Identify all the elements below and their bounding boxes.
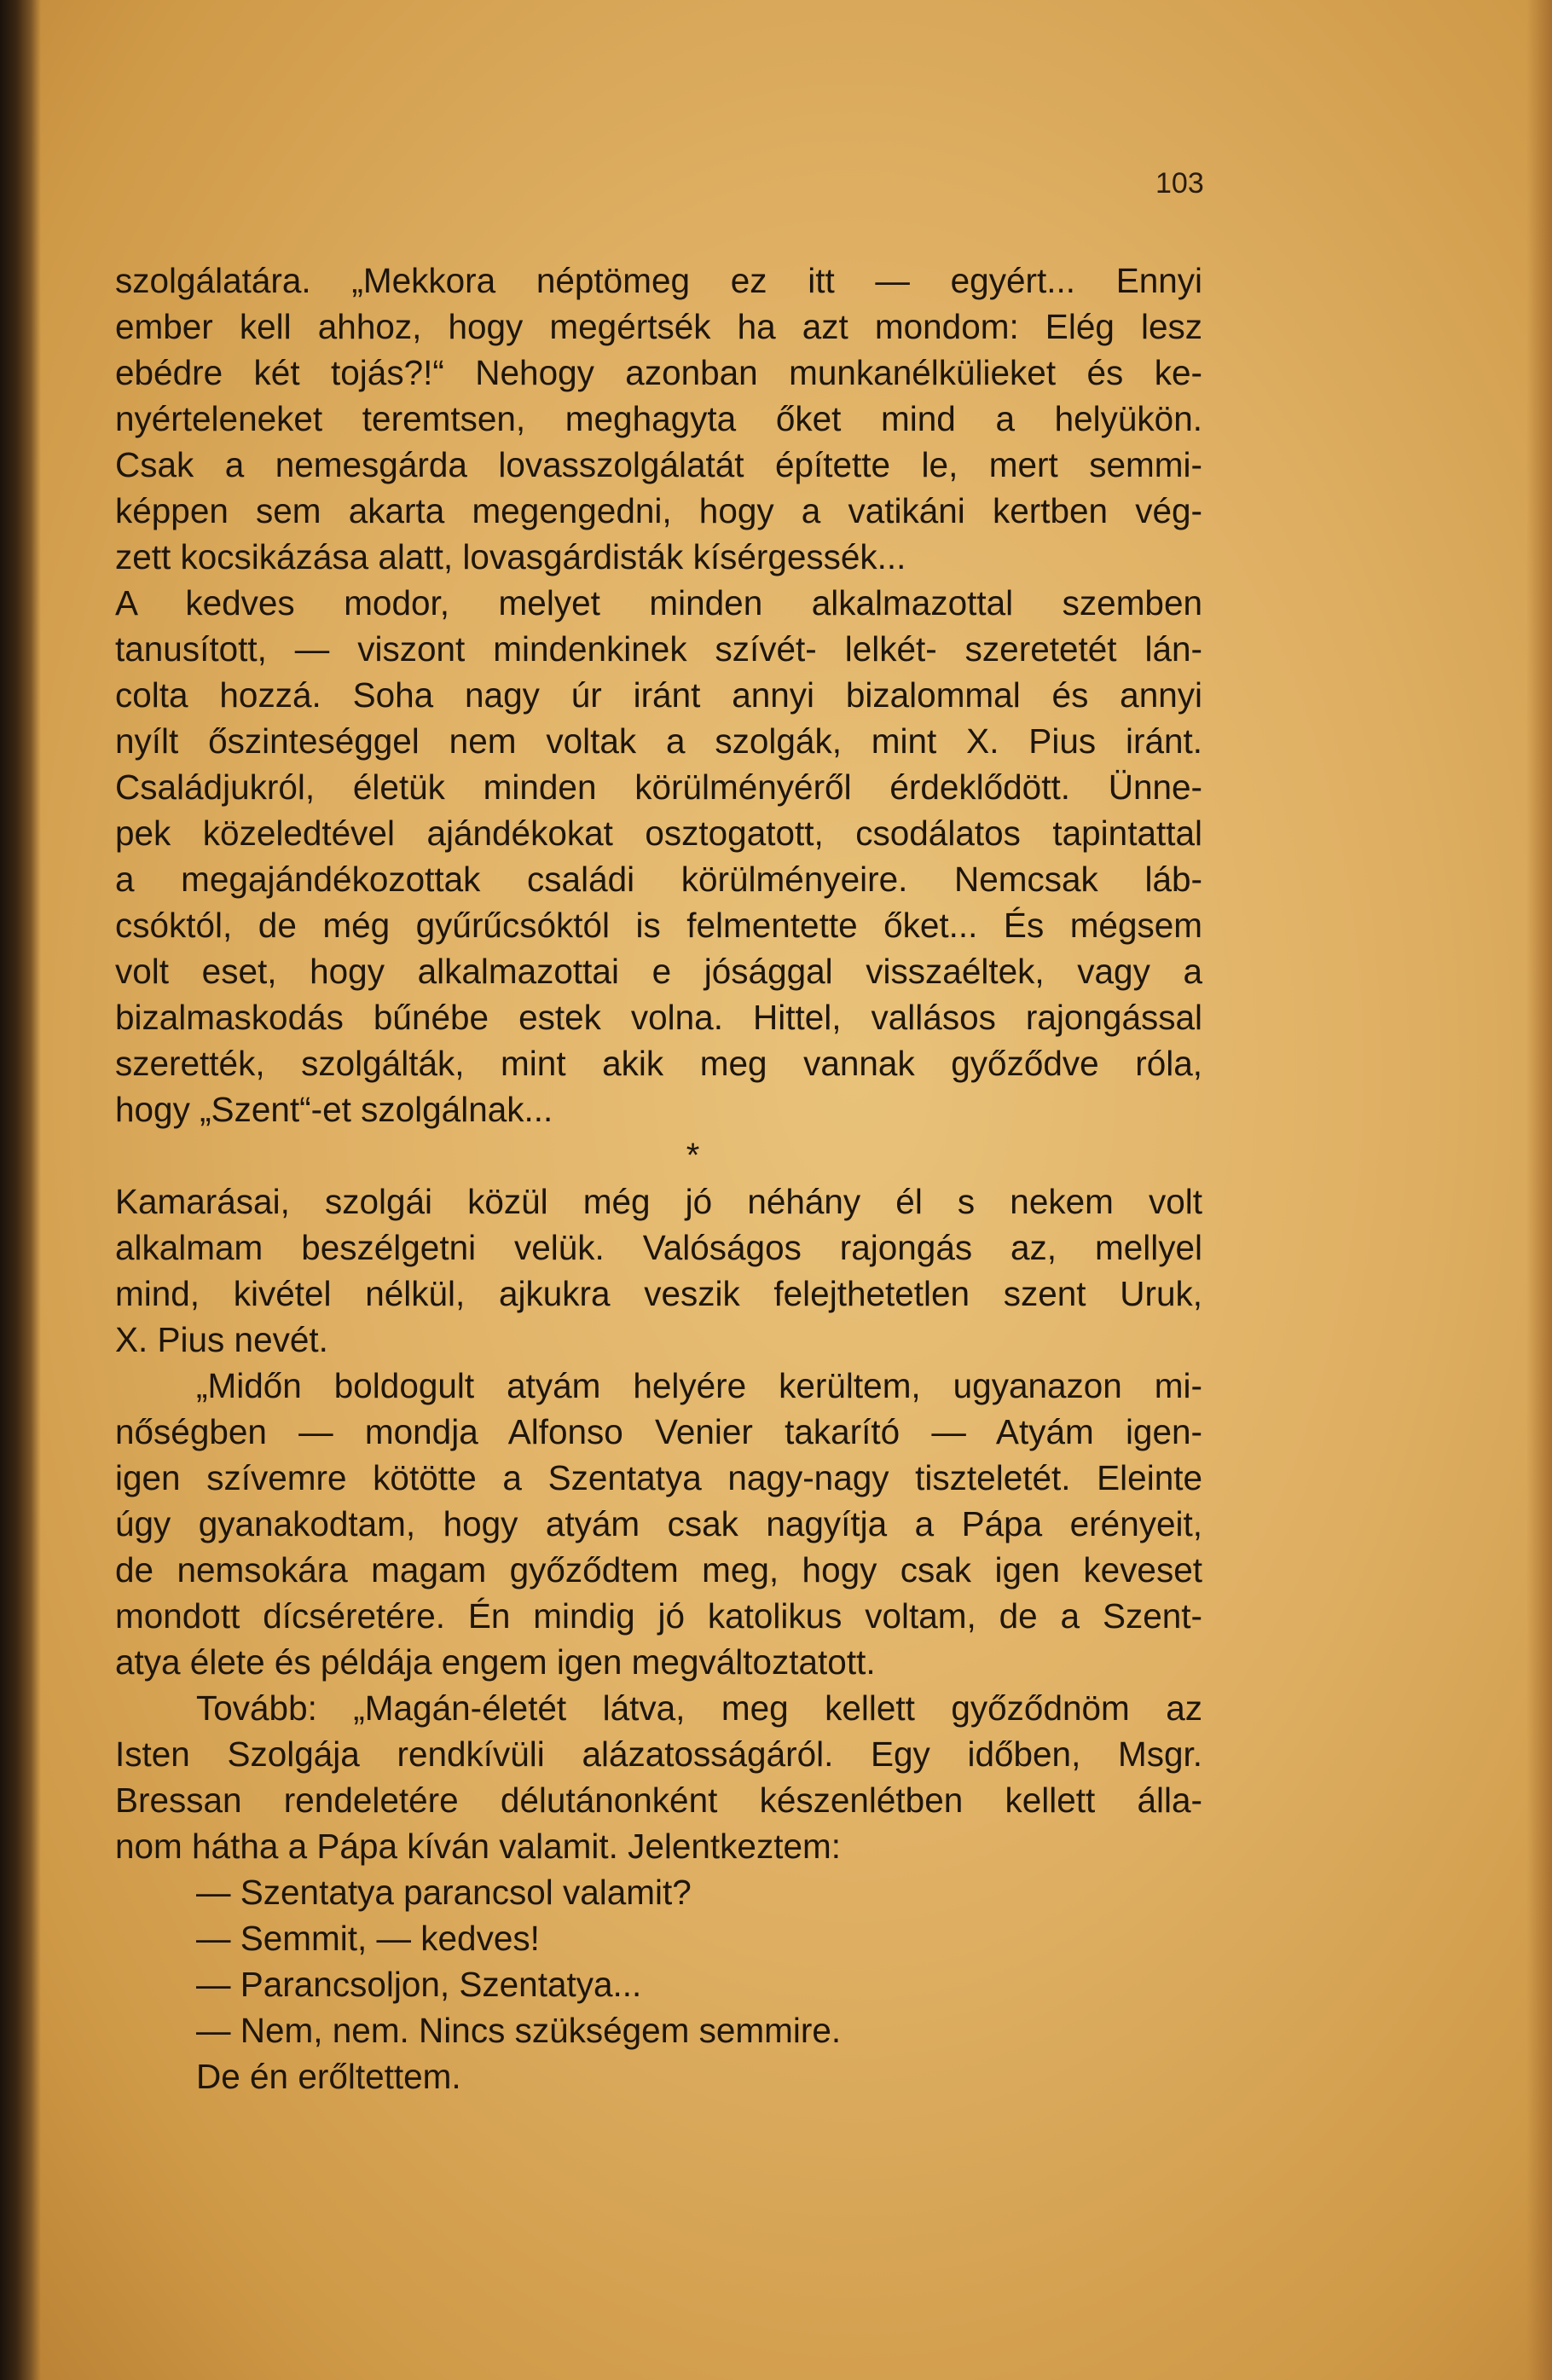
book-binding-edge xyxy=(0,0,41,2380)
dialogue-line: — Parancsoljon, Szentatya... xyxy=(196,1965,642,2004)
text-line: ebédre két tojás?!“ Nehogy azonban munkanélkülieket és ke- xyxy=(115,353,1202,392)
text-line: A kedves modor, melyet minden alkalmazottal szemben xyxy=(115,583,1202,623)
text-line: csóktól, de még gyűrűcsóktól is felmentette őket... És mégsem xyxy=(115,906,1202,945)
page-number: 103 xyxy=(1155,167,1204,200)
text-line: úgy gyanakodtam, hogy atyám csak nagyítja a Pápa erényeit, xyxy=(115,1504,1202,1543)
text-line: igen szívemre kötötte a Szentatya nagy-nagy tiszteletét. Eleinte xyxy=(115,1458,1202,1497)
text-line: hogy „Szent“-et szolgálnak... xyxy=(115,1090,553,1129)
dialogue-line: — Szentatya parancsol valamit? xyxy=(196,1873,692,1912)
text-line: nőségben — mondja Alfonso Venier takarító — Atyám igen- xyxy=(115,1412,1202,1451)
text-line: Kamarásai, szolgái közül még jó néhány él s nekem volt xyxy=(115,1182,1202,1221)
text-line: Bressan rendeletére délutánonként készenlétben kellett álla- xyxy=(115,1781,1202,1820)
text-line: képpen sem akarta megengedni, hogy a vatikáni kertben vég- xyxy=(115,491,1202,530)
text-line: De én erőltettem. xyxy=(196,2057,461,2096)
text-line: colta hozzá. Soha nagy úr iránt annyi bizalommal és annyi xyxy=(115,675,1202,715)
text-line: Isten Szolgája rendkívüli alázatosságáról. Egy időben, Msgr. xyxy=(115,1734,1202,1774)
text-line: zett kocsikázása alatt, lovasgárdisták kísérgessék... xyxy=(115,537,906,576)
text-line: nom hátha a Pápa kíván valamit. Jelentkeztem: xyxy=(115,1827,841,1866)
text-line: „Midőn boldogult atyám helyére kerültem, ugyanazon mi- xyxy=(196,1366,1202,1405)
page-edge-shadow xyxy=(1526,0,1552,2380)
text-line: Csak a nemesgárda lovasszolgálatát építette le, mert semmi- xyxy=(115,445,1202,484)
text-line: mondott dícséretére. Én mindig jó katolikus voltam, de a Szent- xyxy=(115,1596,1202,1636)
text-line: atya élete és példája engem igen megváltoztatott. xyxy=(115,1642,876,1682)
text-line: ember kell ahhoz, hogy megértsék ha azt mondom: Elég lesz xyxy=(115,307,1202,346)
text-line: mind, kivétel nélkül, ajkukra veszik felejthetetlen szent Uruk, xyxy=(115,1274,1202,1313)
text-line: tanusított, — viszont mindenkinek szívét- lelkét- szeretetét lán- xyxy=(115,629,1202,669)
text-line: Családjukról, életük minden körülményéről érdeklődött. Ünne- xyxy=(115,767,1202,807)
text-line: nyérteleneket teremtsen, meghagyta őket mind a helyükön. xyxy=(115,399,1202,438)
text-line: de nemsokára magam győződtem meg, hogy csak igen keveset xyxy=(115,1550,1202,1590)
text-line: szerették, szolgálták, mint akik meg vannak győződve róla, xyxy=(115,1044,1202,1083)
text-line: X. Pius nevét. xyxy=(115,1320,328,1359)
text-line: Tovább: „Magán-életét látva, meg kellett győződnöm az xyxy=(196,1688,1202,1728)
text-line: pek közeledtével ajándékokat osztogatott, csodálatos tapintattal xyxy=(115,814,1202,853)
dialogue-line: — Nem, nem. Nincs szükségem semmire. xyxy=(196,2011,842,2050)
dialogue-line: — Semmit, — kedves! xyxy=(196,1919,540,1958)
text-line: bizalmaskodás bűnébe estek volna. Hittel, vallásos rajongással xyxy=(115,998,1202,1037)
text-line: szolgálatára. „Mekkora néptömeg ez itt — egyért... Ennyi xyxy=(115,261,1202,300)
text-line: volt eset, hogy alkalmazottai e jósággal visszaéltek, vagy a xyxy=(115,952,1202,991)
text-line: nyílt őszinteséggel nem voltak a szolgák, mint X. Pius iránt. xyxy=(115,721,1202,761)
page-text xyxy=(115,258,1202,2099)
section-separator: * xyxy=(686,1137,700,1174)
text-line: alkalmam beszélgetni velük. Valóságos rajongás az, mellyel xyxy=(115,1228,1202,1267)
text-line: a megajándékozottak családi körülményeire. Nemcsak láb- xyxy=(115,860,1202,899)
